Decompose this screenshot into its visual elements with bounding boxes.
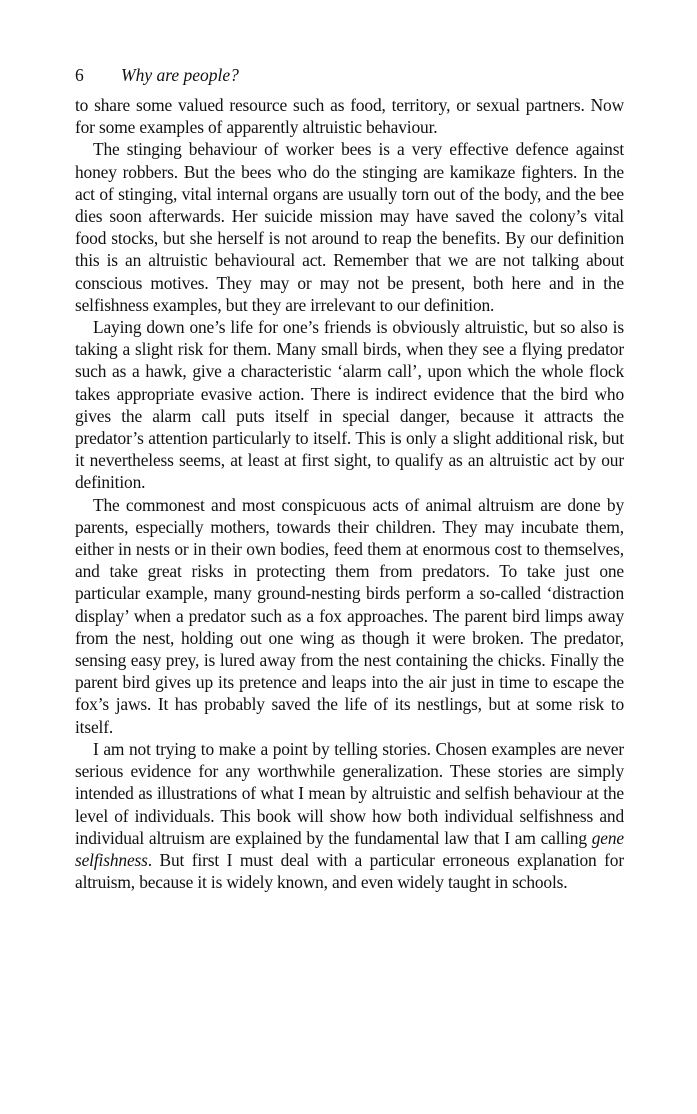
- running-head-title: Why are people?: [121, 65, 239, 85]
- paragraph: Laying down one’s life for one’s friends is obviously altruistic, but so also is taking a slight risk for them. Many small birds, when they see a flying predator such as a hawk, give a characteristic ‘alarm call’, upon which the whole flock takes appropriate evasive action. There is indirect evidence that the bird who gives the alarm call puts itself in special danger, because it attracts the predator’s attention particularly to itself. This is only a slight additional risk, but it nevertheless seems, at least at first sight, to qualify as an altruistic act by our definition.: [75, 317, 624, 493]
- page-number: 6: [75, 65, 84, 85]
- paragraph: The commonest and most conspicuous acts of animal altruism are done by parents, especially mothers, towards their children. They may incubate them, either in nests or in their own bodies, feed them at enormous cost to themselves, and take great risks in protecting them from predators. To take just one particular example, many ground-nesting birds perform a so-called ‘distraction display’ when a predator such as a fox approaches. The parent bird limps away from the nest, holding out one wing as though it were broken. The predator, sensing easy prey, is lured away from the nest containing the chicks. Finally the parent bird gives up its pretence and leaps into the air just in time to escape the fox’s jaws. It has probably saved the life of its nestlings, but at some risk to itself.: [75, 494, 624, 737]
- paragraph-text: I am not trying to make a point by telling stories. Chosen examples are never serious evidence for any worthwhile generalization. These stories are simply intended as illustrations of what I mean by altruistic and selfish behaviour at the level of individuals. This book will show how both individual selfishness and individual altruism are explained by the fundamental law that I am calling: [75, 738, 624, 848]
- emphasized-term: gene selfishness: [75, 827, 624, 870]
- paragraph: [75, 738, 624, 893]
- book-page: [75, 64, 624, 893]
- body-text: [75, 94, 624, 893]
- paragraph: to share some valued resource such as food, territory, or sexual partners. Now for some examples of apparently altruistic behaviour.: [75, 95, 624, 138]
- running-head: [75, 64, 624, 94]
- paragraph: The stinging behaviour of worker bees is a very effective defence against honey robbers. But the bees who do the stinging are kamikaze fighters. In the act of stinging, vital internal organs are usually torn out of the body, and the bee dies soon afterwards. Her suicide mission may have saved the colony’s vital food stocks, but she herself is not around to reap the benefits. By our definition this is an altruistic behavioural act. Remember that we are not talking about conscious motives. They may or may not be present, both here and in the selfishness examples, but they are irrelevant to our definition.: [75, 139, 624, 315]
- paragraph-text: . But first I must deal with a particular erroneous explanation for altruism, because it is widely known, and even widely taught in schools.: [75, 849, 624, 893]
